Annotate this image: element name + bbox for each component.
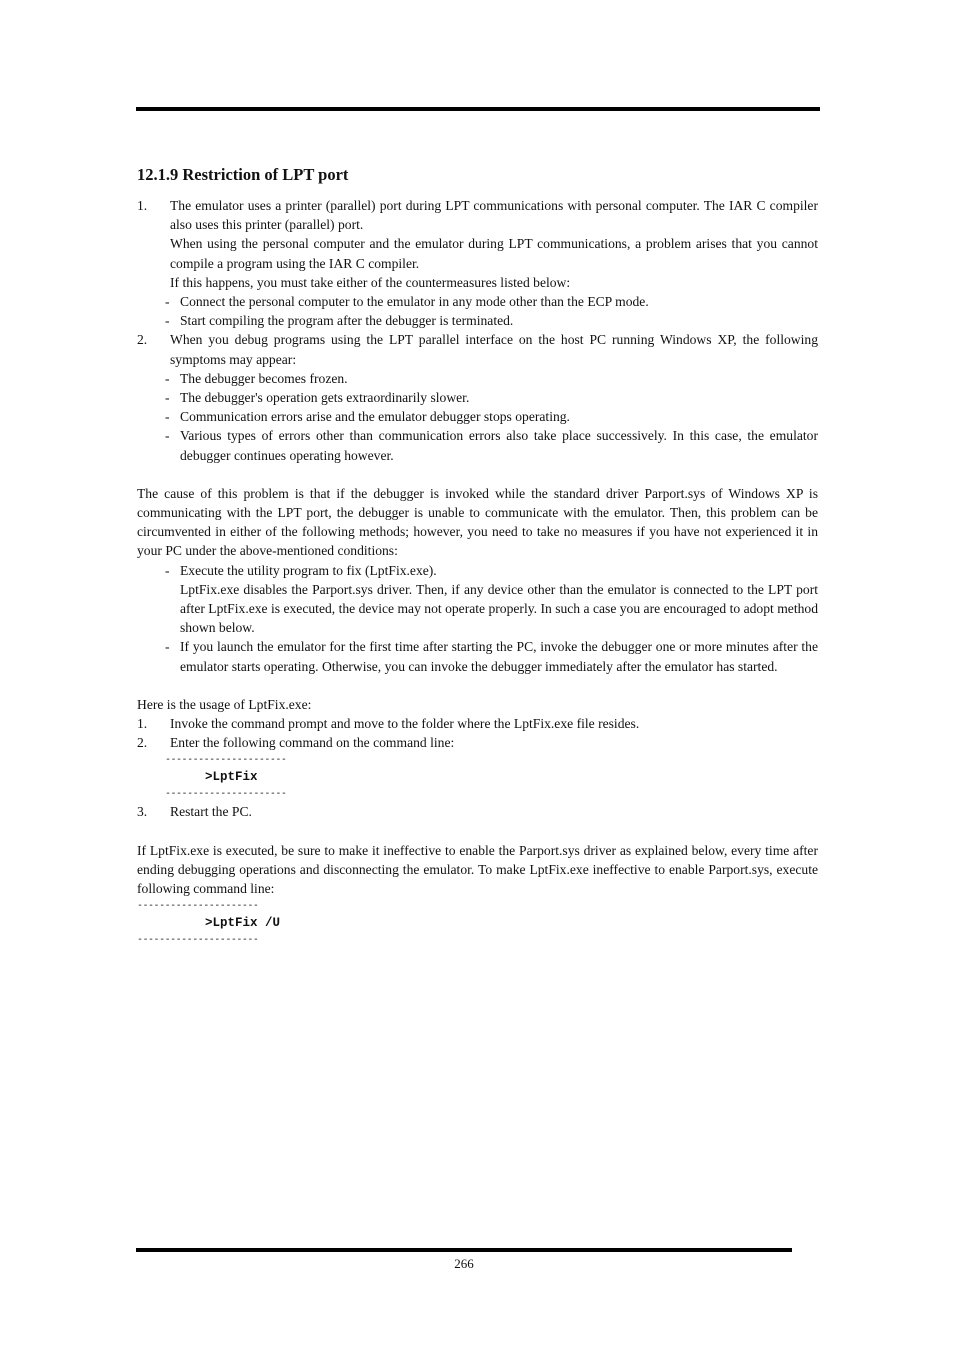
bullet-item: - Communication errors arise and the emulator debugger stops operating. — [165, 409, 570, 425]
page-number: 266 — [454, 1256, 474, 1271]
method-item: - Execute the utility program to fix (LptFix.exe). LptFix.exe disables the Parport.sys driver. Then, if any device other than the emulator is connected to the LPT port after LptFix.exe is executed, the device may not operate properly. In such a case you are encouraged to adopt method shown below. — [165, 562, 818, 636]
usage-intro: Here is the usage of LptFix.exe: — [137, 696, 312, 712]
cause-paragraph: The cause of this problem is that if the debugger is invoked while the standard driver Parport.sys of Windows XP is communicating with the LPT port, the debugger is unable to communicate with the emulator. Then, this problem can be circumvented in either of the following methods; however, you need to take no measures if you have not experienced it in your PC under the above-mentioned conditions: — [137, 485, 818, 559]
paragraph: The emulator uses a printer (parallel) port during LPT communications with personal computer. The IAR C compiler also uses this printer (parallel) port. — [170, 198, 818, 233]
footer-rule — [136, 1248, 792, 1252]
list-item — [137, 330, 818, 368]
bullet-item: - The debugger's operation gets extraordinarily slower. — [165, 390, 470, 406]
list-number: 2. — [137, 332, 148, 348]
separator-line: ---------------------- — [165, 788, 287, 800]
list-item — [137, 196, 818, 292]
bullet-item: - Various types of errors other than communication errors also take place successively. In this case, the emulator debugger continues operating however. — [165, 428, 818, 463]
section-title: 12.1.9 Restriction of LPT port — [137, 165, 349, 184]
bullet-item: - The debugger becomes frozen. — [165, 370, 348, 386]
usage-step: 1. Invoke the command prompt and move to the folder where the LptFix.exe file resides. — [137, 716, 640, 732]
list-number: 1. — [137, 198, 148, 213]
page-content — [137, 164, 818, 948]
usage-step: 3. Restart the PC. — [137, 804, 252, 820]
command-line: >LptFix — [205, 770, 258, 785]
separator-line: ---------------------- — [165, 754, 287, 766]
separator-line: ---------------------- — [137, 934, 259, 946]
usage-step: 2. Enter the following command on the command line: — [137, 735, 455, 751]
bullet-item: - Start compiling the program after the debugger is terminated. — [165, 313, 514, 329]
separator-line: ---------------------- — [137, 900, 259, 912]
header-rule — [136, 107, 820, 111]
method-item: - If you launch the emulator for the first time after starting the PC, invoke the debugger one or more minutes after the emulator starts operating. Otherwise, you can invoke the debugger immediately after the emulator has started. — [165, 639, 818, 674]
paragraph: When using the personal computer and the emulator during LPT communications, a problem arises that you cannot compile a program using the IAR C compiler. — [170, 236, 818, 271]
bullet-item: - Connect the personal computer to the emulator in any mode other than the ECP mode. — [165, 294, 649, 310]
command-line: >LptFix /U — [205, 916, 281, 931]
closing-paragraph: If LptFix.exe is executed, be sure to make it ineffective to enable the Parport.sys driver as explained below, every time after ending debugging operations and disconnecting the emulator. To make LptFix.exe ineffective to enable Parport.sys, execute following command line: — [137, 842, 818, 897]
paragraph: If this happens, you must take either of the countermeasures listed below: — [170, 274, 571, 290]
paragraph: When you debug programs using the LPT parallel interface on the host PC running Windows XP, the following symptoms may appear: — [170, 332, 818, 367]
